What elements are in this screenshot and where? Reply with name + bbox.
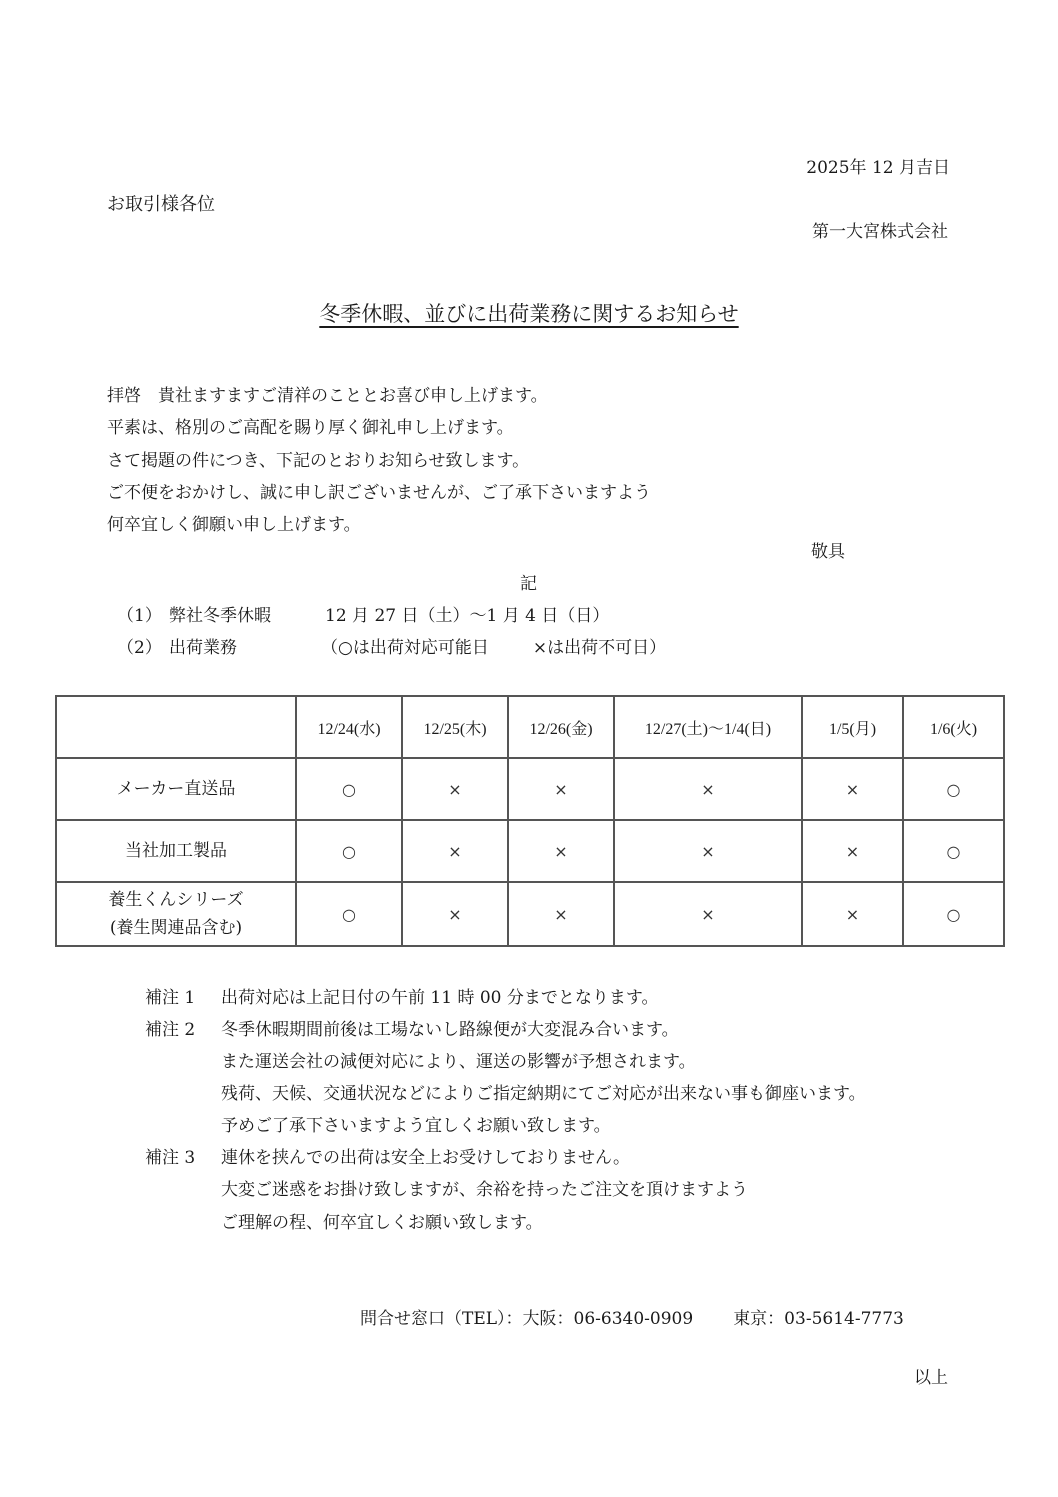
contact-osaka: 問合せ窓口（TEL）：大阪：06-6340-0909	[360, 1309, 694, 1329]
column-header: 12/26(金)	[508, 696, 614, 758]
cell-mark: ○	[903, 882, 1004, 946]
item-number: （2）	[117, 638, 162, 658]
note-line: 連休を挟んでの出荷は安全上お受けしておりません。	[221, 1148, 631, 1168]
item-value: （○は出荷対応可能日	[321, 638, 489, 658]
note-line: 予めご了承下さいますよう宜しくお願い致します。	[221, 1116, 611, 1136]
row-label-line: 養生くんシリーズ	[108, 890, 244, 910]
body-line: 拝啓 貴社ますますご清祥のこととお喜び申し上げます。	[107, 386, 548, 406]
note-line: 残荷、天候、交通状況などによりご指定納期にてご対応が出来ない事も御座います。	[221, 1084, 866, 1104]
cell-mark: ○	[903, 820, 1004, 882]
contact-tokyo: 東京：03-5614-7773	[733, 1309, 904, 1329]
cell-mark: ○	[296, 758, 402, 820]
cell-mark: ×	[402, 882, 508, 946]
page-title	[0, 298, 1058, 328]
column-header: 12/25(木)	[402, 696, 508, 758]
cell-mark: ○	[296, 882, 402, 946]
cell-mark: ×	[508, 882, 614, 946]
note-2	[145, 1015, 679, 1040]
cell-mark: ○	[903, 758, 1004, 820]
ki-heading: 記	[520, 574, 537, 594]
column-header: 12/24(水)	[296, 696, 402, 758]
note-line: 出荷対応は上記日付の午前 11 時 00 分までとなります。	[221, 988, 659, 1008]
row-label: 当社加工製品	[56, 820, 296, 882]
cell-mark: ×	[508, 758, 614, 820]
end-mark: 以上	[914, 1368, 948, 1388]
contact-info	[360, 1304, 904, 1329]
column-header	[56, 696, 296, 758]
company-name: 第一大宮株式会社	[812, 222, 948, 242]
cell-mark: ×	[402, 820, 508, 882]
cell-mark: ×	[614, 882, 802, 946]
item-name: 出荷業務	[169, 638, 237, 658]
body-line: 平素は、格別のご高配を賜り厚く御礼申し上げます。	[107, 418, 514, 438]
note-line: ご理解の程、何卒宜しくお願い致します。	[221, 1213, 543, 1233]
row-label	[56, 882, 296, 946]
column-header: 1/5(月)	[802, 696, 903, 758]
cell-mark: ×	[402, 758, 508, 820]
note-key: 補注 2	[145, 1020, 196, 1040]
table-row	[56, 820, 1004, 882]
item-value: 12 月 27 日（土）～1 月 4 日（日）	[325, 606, 610, 626]
cell-mark: ×	[614, 820, 802, 882]
addressee: お取引様各位	[107, 194, 215, 215]
item-number: （1）	[117, 606, 162, 626]
body-line: さて掲題の件につき、下記のとおりお知らせ致します。	[107, 451, 530, 471]
note-line: 冬季休暇期間前後は工場ないし路線便が大変混み合います。	[221, 1020, 679, 1040]
cell-mark: ×	[508, 820, 614, 882]
note-3	[145, 1143, 630, 1168]
table-row	[56, 882, 1004, 946]
cell-mark: ×	[614, 758, 802, 820]
cell-mark: ×	[802, 882, 903, 946]
note-line: また運送会社の減便対応により、運送の影響が予想されます。	[221, 1052, 696, 1072]
item-shipping	[117, 638, 666, 658]
cell-mark: ×	[802, 820, 903, 882]
column-header: 1/6(火)	[903, 696, 1004, 758]
table-header-row	[56, 696, 1004, 758]
cell-mark: ×	[802, 758, 903, 820]
shipping-schedule-table	[55, 695, 1005, 947]
row-label-line-2: (養生関連品含む)	[109, 918, 243, 938]
note-key: 補注 1	[145, 988, 196, 1008]
body-line: ご不便をおかけし、誠に申し訳ございませんが、ご了承下さいますよう	[107, 483, 651, 503]
note-key: 補注 3	[145, 1148, 196, 1168]
body-line: 何卒宜しく御願い申し上げます。	[107, 515, 361, 535]
document-date: 2025年 12 月吉日	[806, 158, 950, 178]
cell-mark: ○	[296, 820, 402, 882]
item-holiday	[117, 606, 609, 626]
column-header: 12/27(土)～1/4(日)	[614, 696, 802, 758]
note-1	[145, 983, 659, 1008]
closing-keigu: 敬具	[811, 542, 845, 562]
row-label: メーカー直送品	[56, 758, 296, 820]
note-line: 大変ご迷惑をお掛け致しますが、余裕を持ったご注文を頂けますよう	[221, 1180, 748, 1200]
item-name: 弊社冬季休暇	[169, 606, 271, 626]
table-row	[56, 758, 1004, 820]
title-text: 冬季休暇、並びに出荷業務に関するお知らせ	[319, 302, 739, 326]
item-value-2: ×は出荷不可日）	[532, 638, 667, 658]
